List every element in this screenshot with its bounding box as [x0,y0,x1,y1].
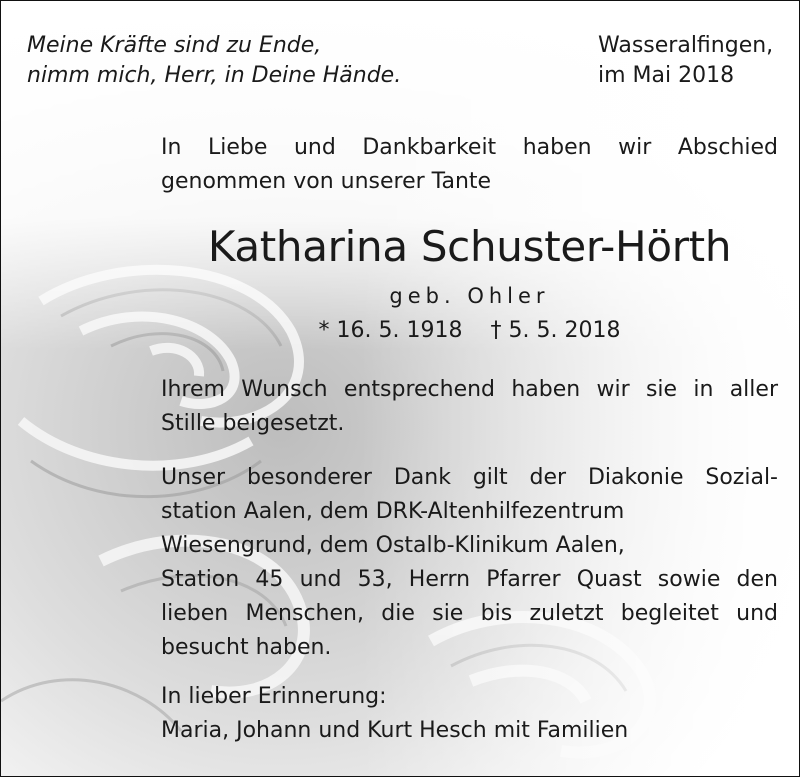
place-and-date [598,31,773,91]
verse-quote [27,31,401,91]
thanks-line-4: Station 45 und 53, Herrn Pfarrer Quast sowie den [161,567,778,592]
verse-line-2: nimm mich, Herr, in Deine Hände. [27,63,402,88]
intro-line-1: In Liebe und Dankbarkeit haben wir Abschied [161,135,778,160]
intro-text [161,131,778,199]
thanks-line-6: besucht haben. [161,635,332,660]
maiden-name: geb. Ohler [389,284,550,308]
burial-line-2: Stille beigesetzt. [161,411,345,436]
thanks-paragraph [161,461,778,665]
closing-line-1: In lieber Erinnerung: [161,684,387,709]
thanks-line-3: Wiesengrund, dem Ostalb-Klinikum Aalen, [161,533,625,558]
death-date: † 5. 5. 2018 [490,318,621,343]
thanks-line-1: Unser besonderer Dank gilt der Diakonie Sozial- [161,465,778,490]
life-dates [161,314,778,348]
burial-paragraph [161,373,778,441]
verse-line-1: Meine Kräfte sind zu Ende, [27,33,322,58]
deceased-name: Katharina Schuster-Hörth [207,222,732,271]
intro-line-2: genommen von unserer Tante [161,169,492,194]
closing-paragraph [161,680,778,748]
thanks-line-5: lieben Menschen, die sie bis zuletzt begleitet und [161,601,778,626]
place: Wasseralfingen, [598,33,774,58]
birth-date: * 16. 5. 1918 [318,318,463,343]
mourners: Maria, Johann und Kurt Hesch mit Familien [161,718,629,743]
thanks-line-2: station Aalen, dem DRK-Altenhilfezentrum [161,499,625,524]
burial-line-1: Ihrem Wunsch entsprechend haben wir sie in aller [161,377,778,402]
month-year: im Mai 2018 [598,63,735,88]
